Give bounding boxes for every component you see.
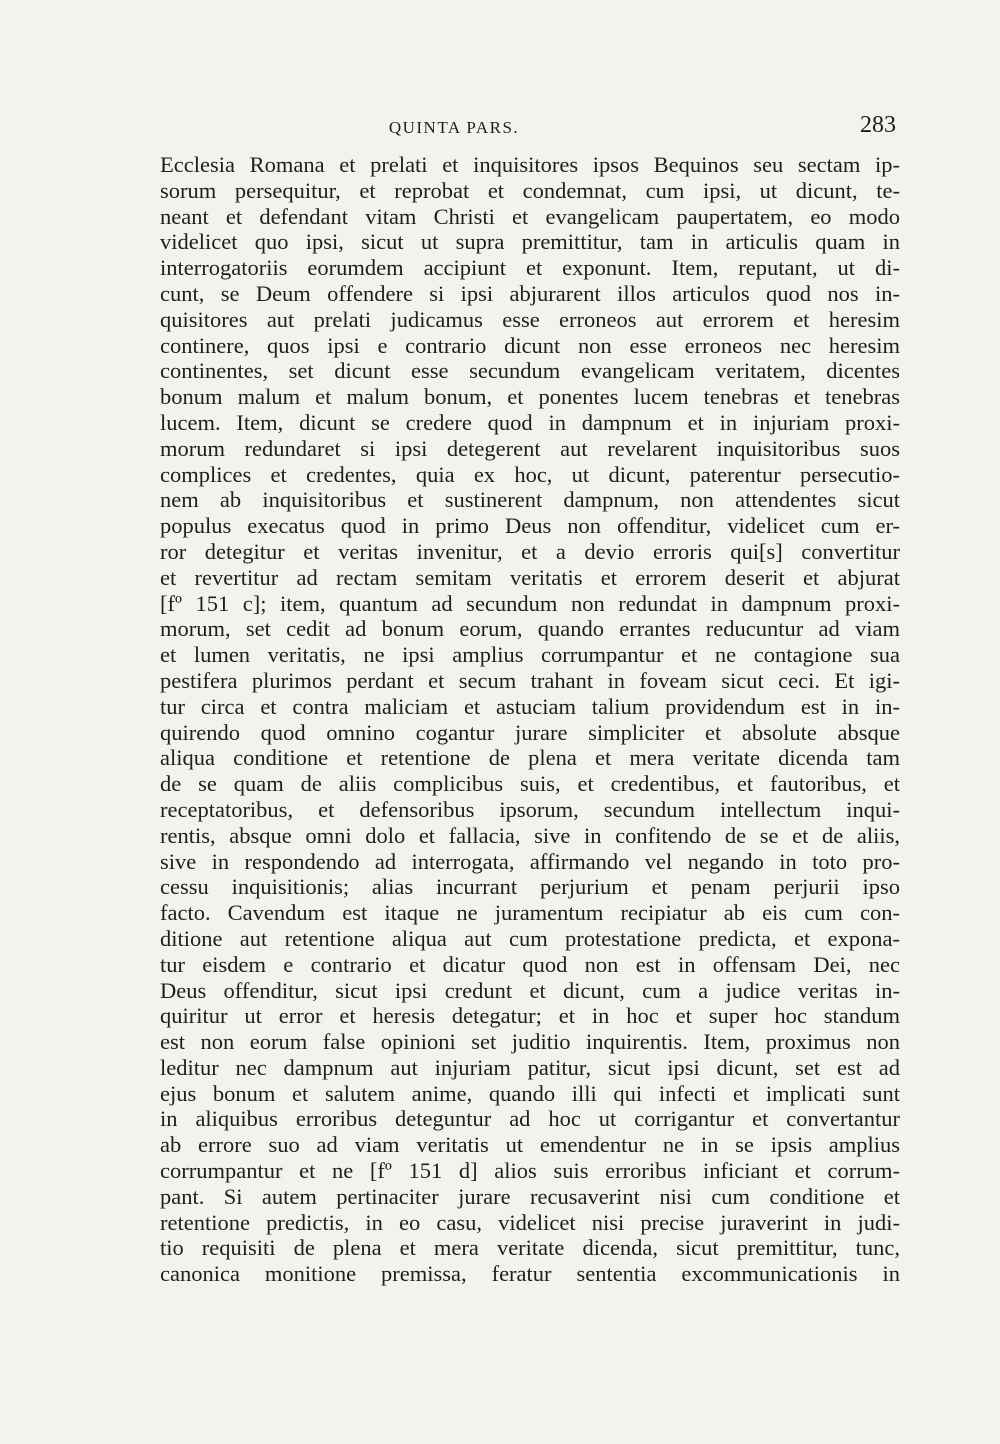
text-line: continere, quos ipsi e contrario dicunt non esse erroneos nec heresim: [160, 332, 900, 358]
text-line: tio requisiti de plena et mera veritate dicenda, sicut premittitur, tunc,: [160, 1235, 900, 1261]
text-line: sive in respondendo ad interrogata, affirmando vel negando in toto pro-: [160, 848, 900, 874]
text-line: est non eorum false opinioni set juditio inquirentis. Item, proximus non: [160, 1029, 900, 1055]
text-line: continentes, set dicunt esse secundum evangelicam veritatem, dicentes: [160, 358, 900, 384]
text-line: Deus offenditur, sicut ipsi credunt et dicunt, cum a judice veritas in-: [160, 977, 900, 1003]
text-line: nem ab inquisitoribus et sustinerent dampnum, non attendentes sicut: [160, 487, 900, 513]
text-line: aliqua conditione et retentione de plena et mera veritate dicenda tam: [160, 745, 900, 771]
text-line: facto. Cavendum est itaque ne juramentum recipiatur ab eis cum con-: [160, 900, 900, 926]
running-head-title: QUINTA PARS.: [388, 118, 520, 137]
text-line: rentis, absque omni dolo et fallacia, sive in confitendo de se et de aliis,: [160, 822, 900, 848]
text-line: morum, set cedit ad bonum eorum, quando errantes reducuntur ad viam: [160, 616, 900, 642]
text-line: complices et credentes, quia ex hoc, ut dicunt, paterentur persecutio-: [160, 461, 900, 487]
text-line: [fº 151 c]; item, quantum ad secundum non redundat in dampnum proxi-: [160, 590, 900, 616]
text-line: interrogatoriis eorumdem accipiunt et exponunt. Item, reputant, ut di-: [160, 255, 900, 281]
text-line: leditur nec dampnum aut injuriam patitur, sicut ipsi dicunt, set est ad: [160, 1054, 900, 1080]
text-line: cunt, se Deum offendere si ipsi abjurarent illos articulos quod nos in-: [160, 280, 900, 306]
text-line: et lumen veritatis, ne ipsi amplius corrumpantur et ne contagione sua: [160, 642, 900, 668]
text-line: ejus bonum et salutem anime, quando illi qui infecti et implicati sunt: [160, 1080, 900, 1106]
text-line: cessu inquisitionis; alias incurrant perjurium et penam perjurii ipso: [160, 874, 900, 900]
text-line: retentione predictis, in eo casu, videlicet nisi precise juraverint in judi-: [160, 1209, 900, 1235]
text-line: ror detegitur et veritas invenitur, et a devio erroris qui[s] convertitur: [160, 538, 900, 564]
text-line: et revertitur ad rectam semitam veritatis et errorem deserit et abjurat: [160, 564, 900, 590]
text-line: de se quam de aliis complicibus suis, et credentibus, et fautoribus, et: [160, 771, 900, 797]
text-line: pestifera plurimos perdant et secum trahant in foveam sicut ceci. Et igi-: [160, 667, 900, 693]
text-line: sorum persequitur, et reprobat et condemnat, cum ipsi, ut dicunt, te-: [160, 177, 900, 203]
text-line: pant. Si autem pertinaciter jurare recusaverint nisi cum conditione et: [160, 1183, 900, 1209]
text-line: in aliquibus erroribus deteguntur ad hoc ut corrigantur et convertantur: [160, 1106, 900, 1132]
text-line: corrumpantur et ne [fº 151 d] alios suis erroribus inficiant et corrum-: [160, 1158, 900, 1184]
text-line: lucem. Item, dicunt se credere quod in dampnum et in injuriam proxi-: [160, 409, 900, 435]
text-line: bonum malum et malum bonum, et ponentes lucem tenebras et tenebras: [160, 384, 900, 410]
text-line: canonica monitione premissa, feratur sententia excommunicationis in: [160, 1261, 900, 1287]
text-line: quiritur ut error et heresis detegatur; et in hoc et super hoc standum: [160, 1003, 900, 1029]
text-line: receptatoribus, et defensoribus ipsorum, secundum intellectum inqui-: [160, 796, 900, 822]
text-line: quisitores aut prelati judicamus esse erroneos aut errorem et heresim: [160, 306, 900, 332]
text-line: quirendo quod omnino cogantur jurare simpliciter et absolute absque: [160, 719, 900, 745]
text-line: populus execatus quod in primo Deus non offenditur, videlicet cum er-: [160, 513, 900, 539]
text-line: neant et defendant vitam Christi et evangelicam paupertatem, eo modo: [160, 203, 900, 229]
text-line: ditione aut retentione aliqua aut cum protestatione predicta, et expona-: [160, 925, 900, 951]
page-number: 283: [860, 112, 896, 138]
body-text: [160, 152, 900, 1287]
text-line: Ecclesia Romana et prelati et inquisitores ipsos Bequinos seu sectam ip-: [160, 152, 900, 177]
text-line: videlicet quo ipsi, sicut ut supra premittitur, tam in articulis quam in: [160, 229, 900, 255]
text-line: morum redundaret si ipsi detegerent aut revelarent inquisitoribus suos: [160, 435, 900, 461]
running-head: [168, 112, 908, 146]
text-line: tur circa et contra maliciam et astuciam talium providendum est in in-: [160, 693, 900, 719]
text-line: ab errore suo ad viam veritatis ut emendentur ne in se ipsis amplius: [160, 1132, 900, 1158]
text-line: tur eisdem e contrario et dicatur quod non est in offensam Dei, nec: [160, 951, 900, 977]
